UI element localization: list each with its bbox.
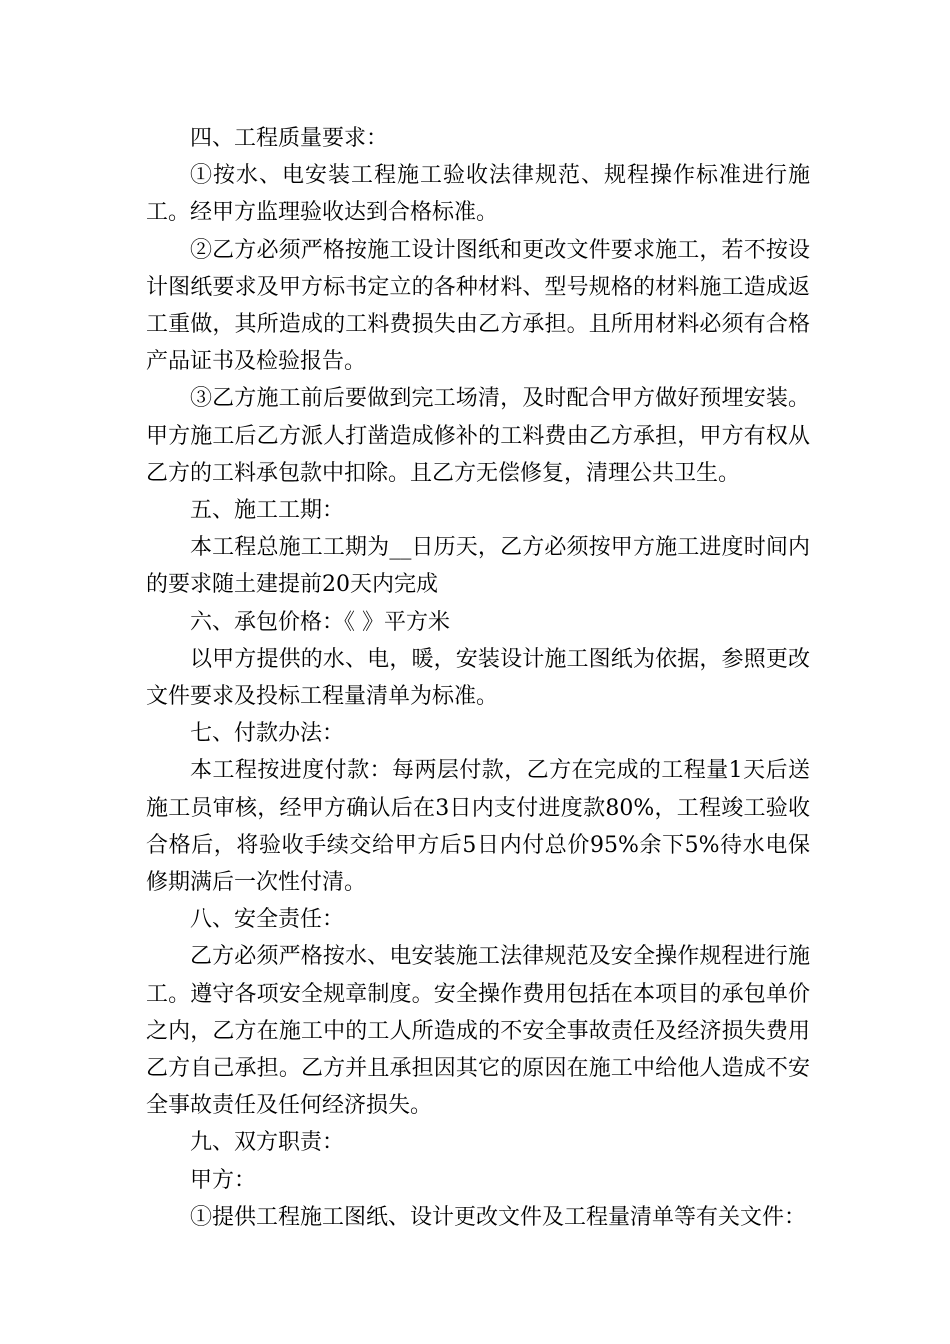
paragraph-duty-a-1: ①提供工程施工图纸、设计更改文件及工程量清单等有关文件： xyxy=(190,1204,807,1230)
paragraph-schedule: 本工程总施工工期为__日历天，乙方必须按甲方施工进度时间内的要求随土建提前20天内完成 xyxy=(146,535,810,598)
section-heading-safety: 八、安全责任： xyxy=(190,907,345,933)
section-heading-duties: 九、双方职责： xyxy=(190,1130,345,1156)
paragraph-quality-3: ③乙方施工前后要做到完工场清，及时配合甲方做好预埋安装。甲方施工后乙方派人打凿造成修补的工料费由乙方承担，甲方有权从乙方的工料承包款中扣除。且乙方无偿修复，清理公共卫生。 xyxy=(146,386,810,486)
paragraph-payment: 本工程按进度付款：每两层付款，乙方在完成的工程量1天后送施工员审核，经甲方确认后在3日内支付进度款80%，工程竣工验收合格后，将验收手续交给甲方后5日内付总价95%余下5%待水电保修期满后一次性付清。 xyxy=(146,758,810,896)
paragraph-price: 以甲方提供的水、电，暖，安装设计施工图纸为依据，参照更改文件要求及投标工程量清单为标准。 xyxy=(146,646,810,710)
document-page xyxy=(146,120,810,1236)
section-heading-quality: 四、工程质量要求： xyxy=(190,126,389,151)
paragraph-quality-2: ②乙方必须严格按施工设计图纸和更改文件要求施工，若不按设计图纸要求及甲方标书定立的各种材料、型号规格的材料施工造成返工重做，其所造成的工料费损失由乙方承担。且所用材料必须有合格产品证书及检验报告。 xyxy=(146,237,810,375)
paragraph-safety: 乙方必须严格按水、电安装施工法律规范及安全操作规程进行施工。遵守各项安全规章制度。安全操作费用包括在本项目的承包单价之内，乙方在施工中的工人所造成的不安全事故责任及经济损失费用乙方自己承担。乙方并且承担因其它的原因在施工中给他人造成不安全事故责任及任何经济损失。 xyxy=(146,944,810,1119)
party-a-label: 甲方： xyxy=(190,1167,257,1193)
section-heading-payment: 七、付款办法： xyxy=(190,721,345,747)
section-heading-schedule: 五、施工工期： xyxy=(190,498,345,524)
section-heading-price: 六、承包价格：《 》平方米 xyxy=(190,609,450,635)
paragraph-quality-1: ①按水、电安装工程施工验收法律规范、规程操作标准进行施工。经甲方监理验收达到合格标准。 xyxy=(146,163,810,226)
